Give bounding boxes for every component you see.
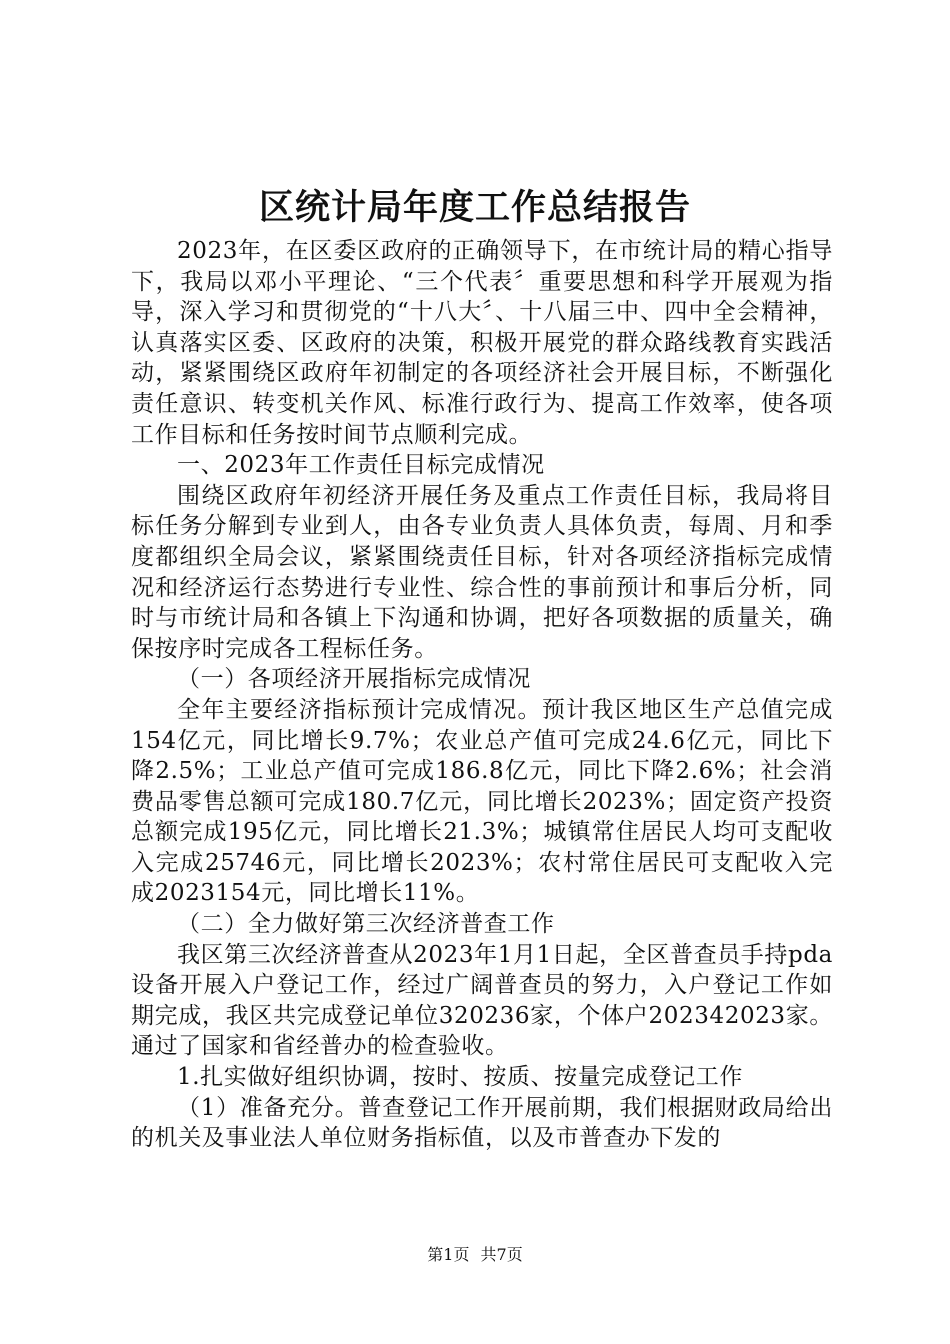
item-heading-1: 1.扎实做好组织协调，按时、按质、按量完成登记工作 [177, 1064, 743, 1091]
subsection-heading-1: （一）各项经济开展指标完成情况 [177, 666, 531, 693]
section-heading-1: 一、2023年工作责任目标完成情况 [177, 452, 545, 479]
page-number: 第1页 [427, 1245, 470, 1264]
paragraph-intro: 2023年，在区委区政府的正确领导下，在市统计局的精心指导下，我局以邓小平理论、“三个代表〞重要思想和科学开展观为指导，深入学习和贯彻党的“十八大〞、十八届三中、四中全会精神，认真落实区委、区政府的决策，积极开展党的群众路线教育实践活动，紧紧围绕区政府年初制定的各项经济社会开展目标，不断强化责任意识、转变机关作风、标准行政行为、提高工作效率，使各项工作目标和任务按时间节点顺利完成。 [131, 238, 833, 448]
page-total: 共7页 [480, 1245, 523, 1264]
paragraph-preparation: （1）准备充分。普查登记工作开展前期，我们根据财政局给出的机关及事业法人单位财务指标值，以及市普查办下发的 [131, 1094, 833, 1152]
document-body [131, 236, 833, 1154]
paragraph-indicators: 全年主要经济指标预计完成情况。预计我区地区生产总值完成154亿元，同比增长9.7%；农业总产值可完成24.6亿元，同比下降2.5%；工业总产值可完成186.8亿元，同比下降2.6%；社会消费品零售总额可完成180.7亿元，同比增长2023%；固定资产投资总额完成195亿元，同比增长21.3%；城镇常住居民人均可支配收入完成25746元，同比增长2023%；农村常住居民可支配收入完成2023154元，同比增长11%。 [131, 696, 833, 907]
document-title: 区统计局年度工作总结报告 [258, 187, 691, 228]
subsection-heading-2: （二）全力做好第三次经济普查工作 [177, 911, 555, 938]
page-footer [0, 1244, 950, 1266]
paragraph-census: 我区第三次经济普查从2023年1月1日起，全区普查员手持pda设备开展入户登记工作，经过广阔普查员的努力，入户登记工作如期完成，我区共完成登记单位320236家，个体户202342023家。通过了国家和省经普办的检查验收。 [131, 941, 833, 1060]
paragraph-section-1: 围绕区政府年初经济开展任务及重点工作责任目标，我局将目标任务分解到专业到人，由各专业负责人具体负责，每周、月和季度都组织全局会议，紧紧围绕责任目标，针对各项经济指标完成情况和经济运行态势进行专业性、综合性的事前预计和事后分析，同时与市统计局和各镇上下沟通和协调，把好各项数据的质量关，确保按序时完成各工程标任务。 [131, 482, 833, 662]
